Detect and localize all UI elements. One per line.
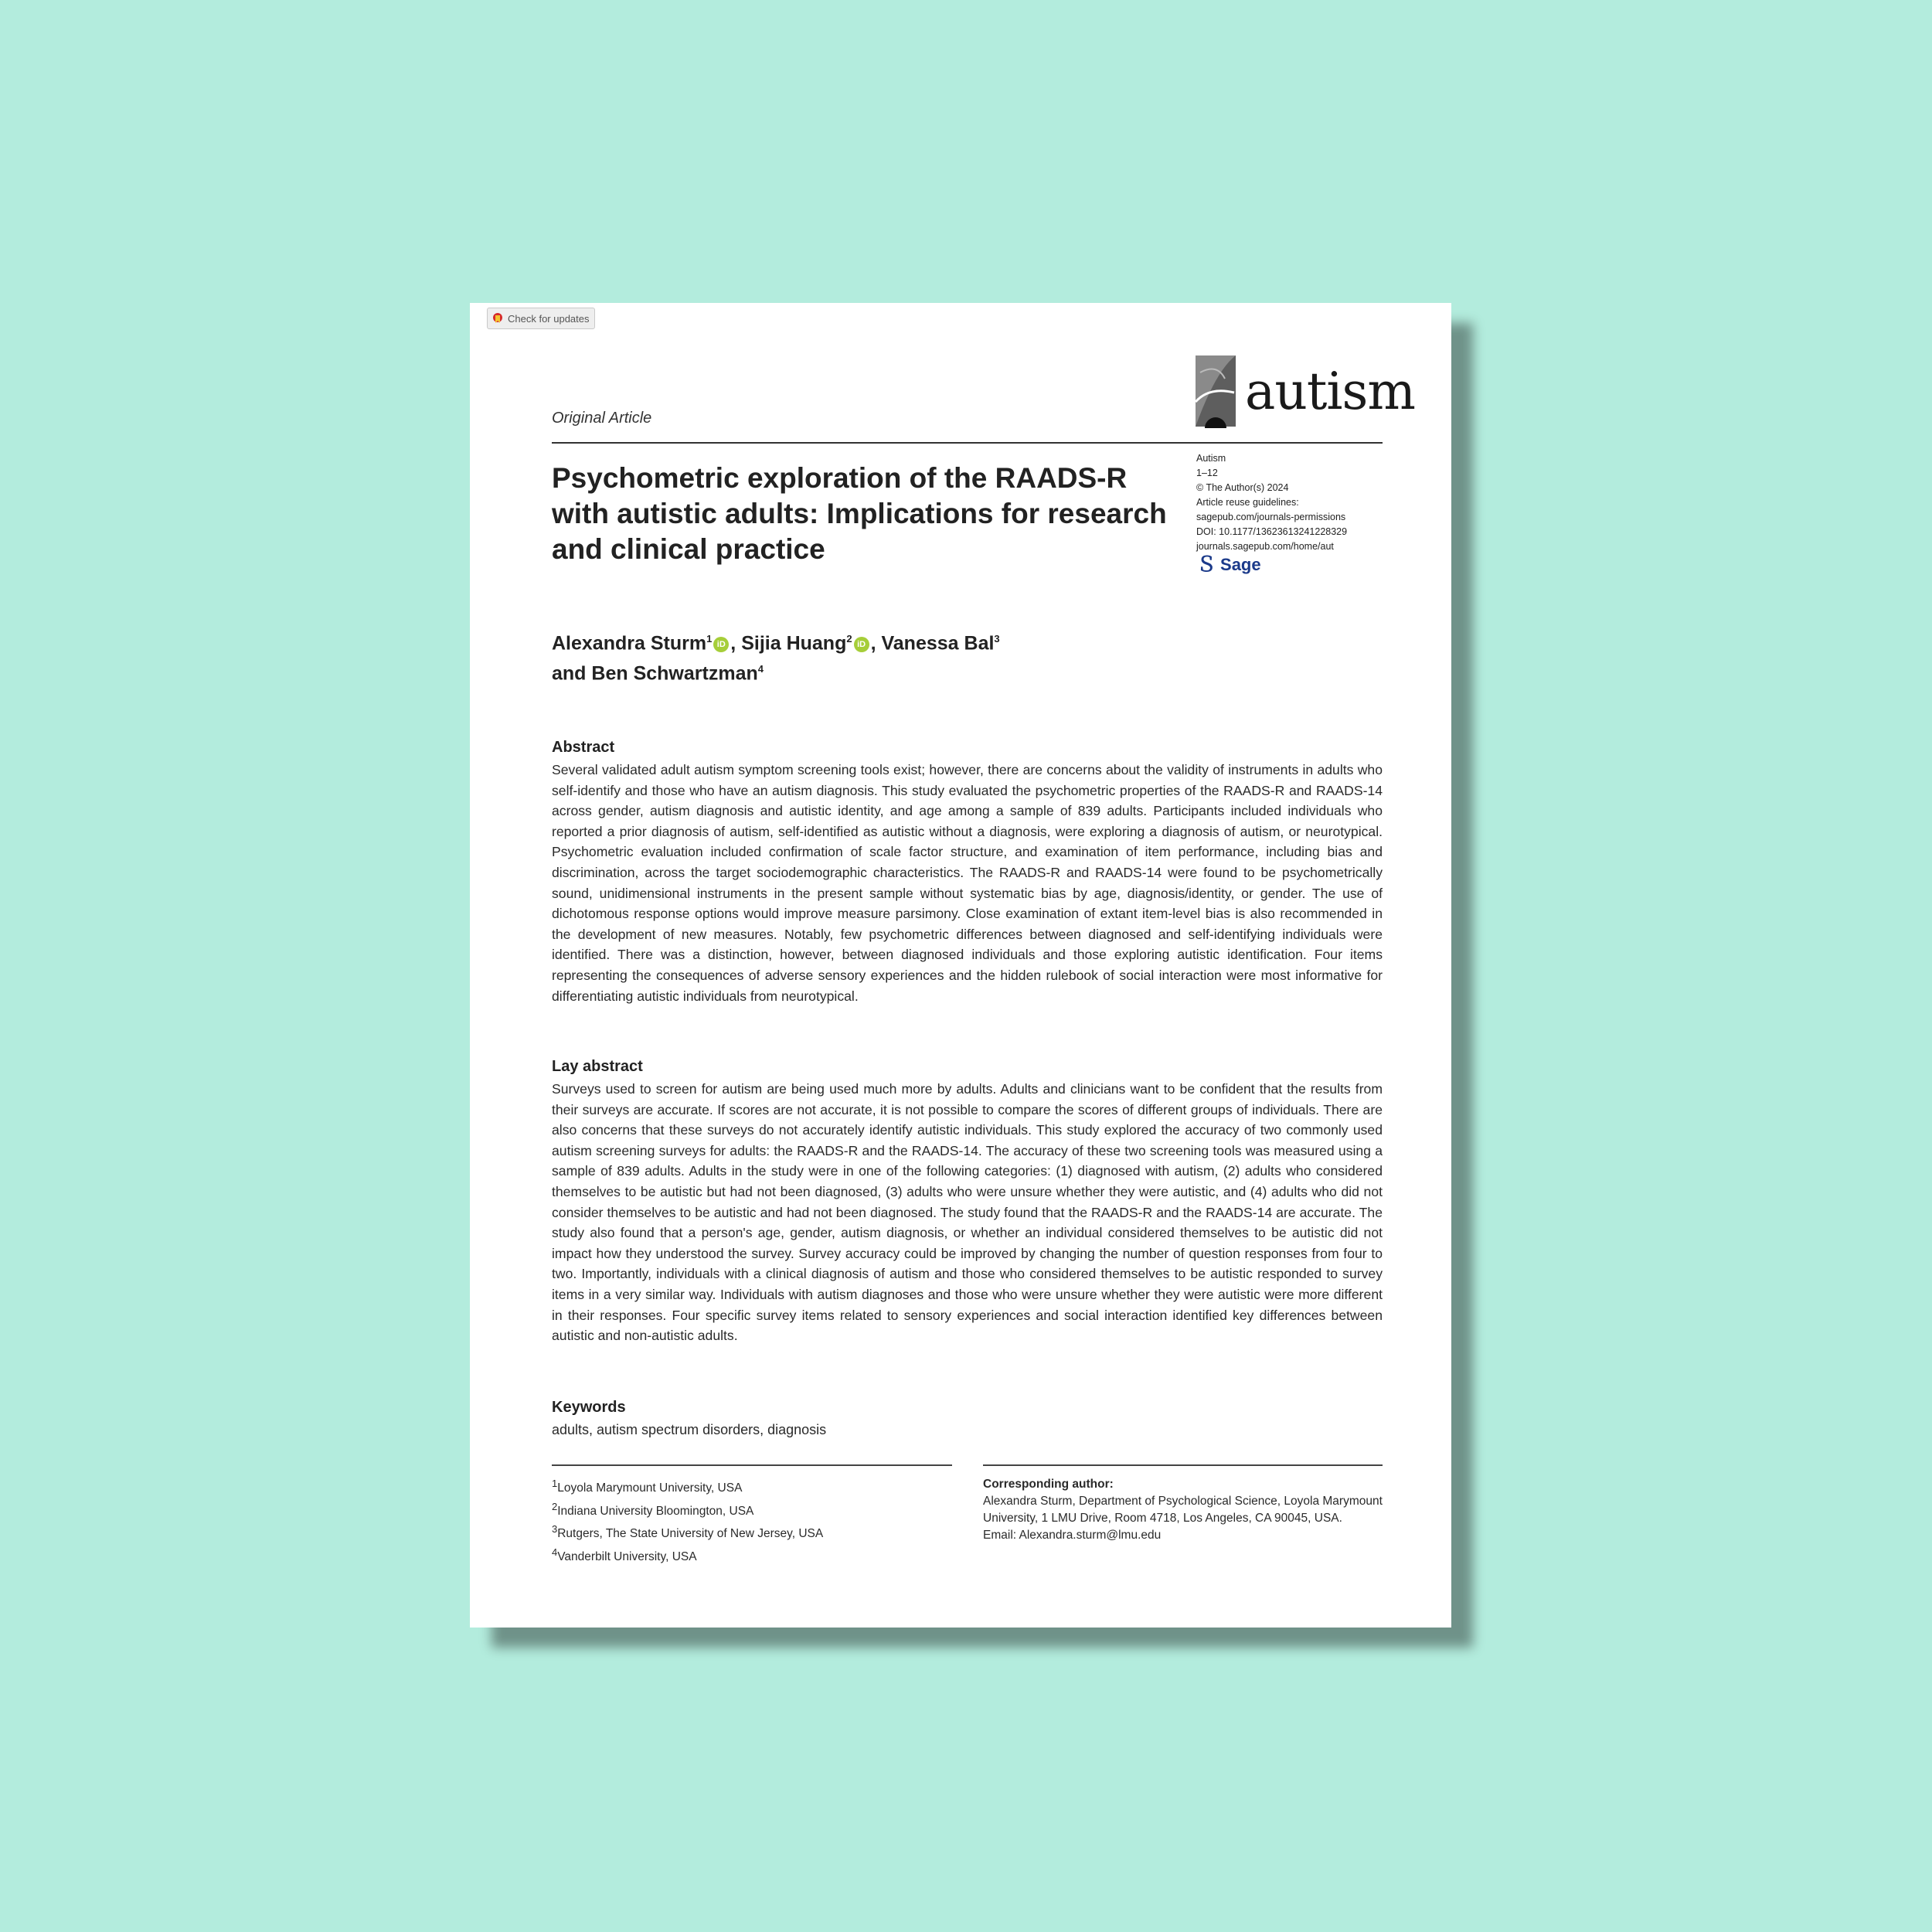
author-separator: , <box>870 632 882 655</box>
affiliation-sup: 4 <box>552 1546 558 1558</box>
abstract-heading: Abstract <box>552 739 615 756</box>
corresponding-line2: University, 1 LMU Drive, Room 4718, Los Angeles, CA 90045, USA. <box>983 1512 1342 1525</box>
meta-pages: 1–12 <box>1196 468 1218 478</box>
affiliation-sup: 1 <box>552 1478 558 1489</box>
affiliation-item <box>552 1520 954 1543</box>
corresponding-line1: Alexandra Sturm, Department of Psychological Science, Loyola Marymount <box>983 1495 1383 1508</box>
author-name: Vanessa Bal <box>881 632 995 655</box>
meta-reuse-link[interactable]: sagepub.com/journals-permissions <box>1196 512 1346 522</box>
author-affil-sup: 2 <box>846 633 852 645</box>
article-title: Psychometric exploration of the RAADS-R with autistic adults: Implications for research and clinical practice <box>552 462 1167 565</box>
author-name: Sijia Huang <box>741 632 847 655</box>
affiliation-item <box>552 1543 954 1566</box>
corresponding-heading: Corresponding author: <box>983 1478 1114 1491</box>
meta-journal-link[interactable]: journals.sagepub.com/home/aut <box>1196 541 1334 552</box>
lay-abstract-text: Surveys used to screen for autism are being used much more by adults. Adults and clinicians want to be confident that the results from their surveys are accurate. If scores are not accurate, it is not possible to compare the scores of different groups of individuals. There are also concerns that these surveys do not accurately identify autistic individuals. This study explored the accuracy of two commonly used autism screening surveys for adults: the RAADS-R and the RAADS-14. The accuracy of these two screening tools was measured using a sample of 839 adults. Adults in the study were in one of the following categories: (1) diagnosed with autism, (2) adults who considered themselves to be autistic but had not been diagnosed, (3) adults who were unsure whether they were autistic, and (4) adults who did not consider themselves to be autistic and had not been diagnosed. The study found that the RAADS-R and the RAADS-14 are accurate. The study also found that a person's age, gender, autism diagnosis, or whether an individual considered themselves to be autistic did not impact how they understood the survey. Survey accuracy could be improved by changing the number of question responses from four to two. Importantly, individuals with a clinical diagnosis of autism and those who considered themselves to be autistic responded to survey items in a very similar way. Individuals with autism diagnoses and those who were unsure whether they were autistic were more different in their responses. Four specific survey items related to sensory experiences and social interaction identified key differences between autistic and non-autistic adults. <box>552 1081 1383 1344</box>
lay-abstract-heading: Lay abstract <box>552 1058 643 1075</box>
header-divider <box>552 442 1383 444</box>
meta-doi[interactable]: DOI: 10.1177/13623613241228329 <box>1196 526 1348 537</box>
author-affil-sup: 3 <box>994 633 1000 645</box>
corresponding-author <box>983 1476 1385 1544</box>
affiliation-item <box>552 1498 954 1521</box>
meta-copyright: © The Author(s) 2024 <box>1196 482 1289 493</box>
affiliation-text: Indiana University Bloomington, USA <box>557 1504 754 1518</box>
affiliation-text: Rutgers, The State University of New Jersey, USA <box>557 1527 824 1541</box>
check-for-updates-button[interactable] <box>487 308 595 329</box>
meta-reuse-label: Article reuse guidelines: <box>1196 497 1299 508</box>
affiliation-text: Loyola Marymount University, USA <box>557 1481 743 1495</box>
orcid-icon[interactable]: iD <box>854 637 869 652</box>
affiliations <box>552 1475 954 1566</box>
author-separator: , <box>730 632 742 655</box>
author-name: Alexandra Sturm <box>552 632 707 655</box>
keywords-text: adults, autism spectrum disorders, diagnosis <box>552 1422 827 1437</box>
abstract-text: Several validated adult autism symptom screening tools exist; however, there are concerns about the validity of instruments in adults who self-identify and those who have an autism diagnosis. This study evaluated the psychometric properties of the RAADS-R and RAADS-14 across gender, autism diagnosis and autistic identity, and age among a sample of 839 adults. Participants included individuals who reported a prior diagnosis of autism, self-identified as autistic without a diagnosis, were exploring a diagnosis of autism, or neurotypical. Psychometric evaluation included confirmation of scale factor structure, and examination of item performance, including bias and discrimination, across the target sociodemographic characteristics. The RAADS-R and RAADS-14 were found to be psychometrically sound, unidimensional instruments in the present sample without systematic bias by age, diagnosis/identity, or gender. The use of dichotomous response options would improve measure parsimony. Close examination of extant item-level bias is also recommended in the development of new measures. Notably, few psychometric differences between diagnosed and self-identifying individuals were identified. There was a distinction, however, between diagnosed individuals and those exploring autistic identification. Four items representing the consequences of adverse sensory experiences and the hidden rulebook of social interaction were most informative for differentiating autistic individuals from neurotypical. <box>552 762 1383 1004</box>
article-page <box>470 303 1451 1628</box>
publisher-name: Sage <box>1220 555 1261 574</box>
journal-emblem-icon <box>1194 355 1240 434</box>
sage-s-icon: Ｓ <box>1196 553 1217 576</box>
journal-meta <box>1196 451 1382 576</box>
bookmark-icon <box>492 312 503 325</box>
journal-name: autism <box>1245 362 1415 421</box>
affiliation-sup: 3 <box>552 1523 558 1536</box>
author-and: and <box>552 662 592 685</box>
orcid-icon[interactable]: iD <box>713 637 729 652</box>
affiliation-item <box>552 1475 954 1498</box>
journal-logo <box>1194 355 1415 434</box>
corresponding-email[interactable]: Email: Alexandra.sturm@lmu.edu <box>983 1529 1162 1542</box>
footnote-divider-right <box>983 1464 1383 1466</box>
footnote-divider-left <box>552 1464 952 1466</box>
keywords-heading: Keywords <box>552 1399 626 1416</box>
check-for-updates-label: Check for updates <box>508 312 590 325</box>
affiliation-sup: 2 <box>552 1500 558 1512</box>
meta-journal: Autism <box>1196 453 1226 464</box>
author-list <box>552 626 1093 687</box>
publisher-logo <box>1196 553 1382 576</box>
author-affil-sup: 4 <box>757 663 764 675</box>
author-affil-sup: 1 <box>706 633 713 645</box>
author-name: Ben Schwartzman <box>591 662 758 685</box>
article-type: Original Article <box>552 410 652 427</box>
affiliation-text: Vanderbilt University, USA <box>557 1550 697 1564</box>
